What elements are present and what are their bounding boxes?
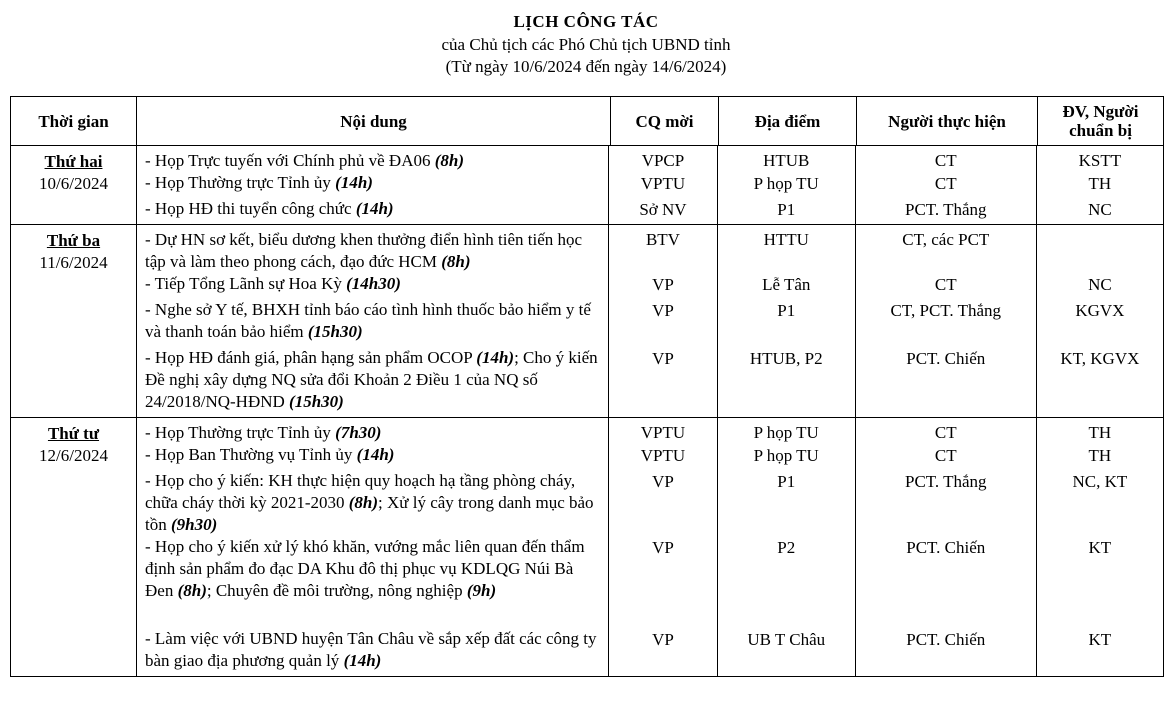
item-place: UB T Châu bbox=[717, 628, 855, 676]
day-cell bbox=[11, 225, 137, 418]
item-text: - Họp Thường trực Tỉnh ủy bbox=[145, 173, 336, 192]
item-time-2: (9h30) bbox=[170, 515, 218, 534]
item-content bbox=[137, 225, 608, 273]
item-place: P1 bbox=[717, 299, 855, 347]
item-executor: PCT. Chiến bbox=[855, 347, 1036, 417]
item-preparer: TH bbox=[1036, 444, 1163, 470]
day-name: Thứ ba bbox=[46, 231, 101, 250]
item-place: P1 bbox=[717, 198, 855, 224]
item-text: - Họp HĐ thi tuyển công chức bbox=[145, 199, 356, 218]
item-place: P họp TU bbox=[717, 418, 855, 444]
item-content bbox=[137, 273, 608, 295]
day-cell bbox=[11, 146, 137, 225]
day-date: 12/6/2024 bbox=[39, 446, 108, 465]
item-text: - Họp Trực tuyến với Chính phủ về ĐA06 bbox=[145, 151, 435, 170]
item-executor: CT bbox=[855, 418, 1036, 444]
day-cell bbox=[11, 418, 137, 677]
day-items bbox=[137, 146, 1164, 225]
day-date: 10/6/2024 bbox=[39, 174, 108, 193]
item-time: (14h) bbox=[476, 348, 515, 367]
item-time: (8h) bbox=[177, 581, 207, 600]
item-content bbox=[137, 418, 608, 444]
day-items bbox=[137, 225, 1164, 418]
item-content bbox=[137, 299, 608, 343]
item-text: - Nghe sở Y tế, BHXH tỉnh báo cáo tình hình thuốc bảo hiểm y tế và thanh toán bảo hiểm bbox=[145, 300, 591, 341]
item-inviter: VP bbox=[608, 273, 716, 299]
item-place: HTTU bbox=[717, 225, 855, 273]
item-preparer: KSTT bbox=[1036, 146, 1163, 172]
schedule-item bbox=[137, 273, 1163, 299]
schedule-item bbox=[137, 299, 1163, 347]
item-inviter: BTV bbox=[608, 225, 716, 273]
item-text: - Họp Ban Thường vụ Tỉnh ủy bbox=[145, 445, 357, 464]
item-time: (14h) bbox=[355, 199, 394, 218]
col-header-inviter: CQ mời bbox=[611, 97, 719, 146]
item-executor: CT, PCT. Thắng bbox=[855, 299, 1036, 347]
item-executor: PCT. Thắng bbox=[855, 198, 1036, 224]
item-inviter: VP bbox=[608, 536, 716, 628]
item-text: - Họp cho ý kiến xử lý khó khăn, vướng mắc liên quan đến thẩm định sản phẩm đo đạc DA Khu đô thị phục vụ KDLQG Núi Bà Đen bbox=[145, 537, 585, 600]
item-time: (8h) bbox=[441, 252, 471, 271]
item-time: (8h) bbox=[348, 493, 379, 512]
item-text: - Họp cho ý kiến: KH thực hiện quy hoạch hạ tầng phòng cháy, chữa cháy thời kỳ 2021-2030 bbox=[145, 471, 576, 512]
col-header-place: Địa điểm bbox=[719, 97, 857, 146]
item-inviter: VP bbox=[608, 299, 716, 347]
item-inviter: Sở NV bbox=[608, 198, 716, 224]
item-inviter: VPTU bbox=[608, 172, 716, 198]
item-inviter: VP bbox=[608, 470, 716, 536]
item-preparer: KT bbox=[1036, 536, 1163, 628]
item-content bbox=[137, 628, 608, 672]
col-header-preparer bbox=[1038, 97, 1164, 146]
item-text: - Làm việc với UBND huyện Tân Châu về sắp xếp đất các công ty bàn giao địa phương quản lý bbox=[145, 629, 597, 670]
schedule-subtitle: của Chủ tịch các Phó Chủ tịch UBND tỉnh bbox=[441, 35, 731, 54]
item-preparer: KGVX bbox=[1036, 299, 1163, 347]
item-time-2: (9h) bbox=[466, 581, 497, 600]
item-content bbox=[137, 146, 608, 172]
item-content bbox=[137, 172, 608, 194]
item-place: HTUB, P2 bbox=[717, 347, 855, 417]
item-time-2: (15h30) bbox=[289, 392, 344, 411]
item-place: HTUB bbox=[717, 146, 855, 172]
day-row bbox=[11, 225, 1164, 418]
item-content bbox=[137, 444, 608, 466]
item-place: P1 bbox=[717, 470, 855, 536]
item-preparer: TH bbox=[1036, 418, 1163, 444]
item-preparer: KT bbox=[1036, 628, 1163, 676]
schedule-item bbox=[137, 444, 1163, 470]
item-content bbox=[137, 347, 608, 413]
item-place: Lễ Tân bbox=[717, 273, 855, 299]
item-preparer bbox=[1036, 225, 1163, 273]
item-inviter: VP bbox=[608, 628, 716, 676]
item-time: (14h30) bbox=[346, 274, 401, 293]
col-header-executor: Người thực hiện bbox=[857, 97, 1038, 146]
item-executor: CT bbox=[855, 172, 1036, 198]
item-preparer: NC bbox=[1036, 273, 1163, 299]
col-header-time: Thời gian bbox=[11, 97, 137, 146]
schedule-table bbox=[10, 96, 1164, 677]
item-content bbox=[137, 536, 608, 602]
schedule-item bbox=[137, 470, 1163, 536]
item-executor: PCT. Thắng bbox=[855, 470, 1036, 536]
day-row bbox=[11, 418, 1164, 677]
item-preparer: NC bbox=[1036, 198, 1163, 224]
item-executor: CT bbox=[855, 444, 1036, 470]
item-time: (14h) bbox=[335, 173, 373, 192]
schedule-item bbox=[137, 225, 1163, 273]
item-text: - Tiếp Tổng Lãnh sự Hoa Kỳ bbox=[145, 274, 347, 293]
item-inviter: VP bbox=[608, 347, 716, 417]
item-text: - Họp HĐ đánh giá, phân hạng sản phẩm OCOP bbox=[145, 348, 477, 367]
item-text-2: ; Cho ý kiến Đề nghị xây dựng NQ sửa đổi Khoản 2 Điều 1 của NQ số 24/2018/NQ-HĐND bbox=[145, 348, 598, 411]
schedule-item bbox=[137, 628, 1163, 676]
item-executor: CT bbox=[855, 273, 1036, 299]
item-place: P họp TU bbox=[717, 172, 855, 198]
schedule-date-range: (Từ ngày 10/6/2024 đến ngày 14/6/2024) bbox=[445, 57, 727, 76]
item-executor: PCT. Chiến bbox=[855, 628, 1036, 676]
item-time: (7h30) bbox=[335, 423, 382, 442]
item-text: - Dự HN sơ kết, biểu dương khen thưởng điển hình tiên tiến học tập và làm theo phong cách, đạo đức HCM bbox=[145, 230, 583, 271]
item-place: P họp TU bbox=[717, 444, 855, 470]
item-text: - Họp Thường trực Tỉnh ủy bbox=[145, 423, 336, 442]
item-text-2: ; Chuyên đề môi trường, nông nghiệp bbox=[206, 581, 467, 600]
col-header-preparer-line2: chuẩn bị bbox=[1069, 121, 1132, 140]
schedule-item bbox=[137, 198, 1163, 224]
item-time: (14h) bbox=[356, 445, 395, 464]
item-inviter: VPCP bbox=[608, 146, 716, 172]
item-time: (14h) bbox=[343, 651, 382, 670]
item-content bbox=[137, 470, 608, 536]
item-time: (15h30) bbox=[307, 322, 363, 341]
header-row bbox=[11, 97, 1164, 146]
item-preparer: KT, KGVX bbox=[1036, 347, 1163, 417]
schedule-title: LỊCH CÔNG TÁC bbox=[513, 12, 659, 31]
item-executor: PCT. Chiến bbox=[855, 536, 1036, 628]
item-inviter: VPTU bbox=[608, 418, 716, 444]
item-inviter: VPTU bbox=[608, 444, 716, 470]
schedule-item bbox=[137, 347, 1163, 417]
item-preparer: TH bbox=[1036, 172, 1163, 198]
item-executor: CT bbox=[855, 146, 1036, 172]
item-time: (8h) bbox=[434, 151, 465, 170]
col-header-preparer-line1: ĐV, Người bbox=[1062, 102, 1139, 121]
day-date: 11/6/2024 bbox=[39, 253, 108, 272]
schedule-item bbox=[137, 172, 1163, 198]
schedule-item bbox=[137, 418, 1163, 444]
day-name: Thứ hai bbox=[44, 152, 103, 171]
day-row bbox=[11, 146, 1164, 225]
day-items bbox=[137, 418, 1164, 677]
schedule-item bbox=[137, 536, 1163, 628]
item-executor: CT, các PCT bbox=[855, 225, 1036, 273]
item-place: P2 bbox=[717, 536, 855, 628]
item-content bbox=[137, 198, 608, 220]
col-header-content: Nội dung bbox=[137, 97, 611, 146]
day-name: Thứ tư bbox=[47, 424, 100, 443]
item-text-2: ; Xử lý cây trong danh mục bảo tồn bbox=[145, 493, 594, 534]
schedule-item bbox=[137, 146, 1163, 172]
item-preparer: NC, KT bbox=[1036, 470, 1163, 536]
